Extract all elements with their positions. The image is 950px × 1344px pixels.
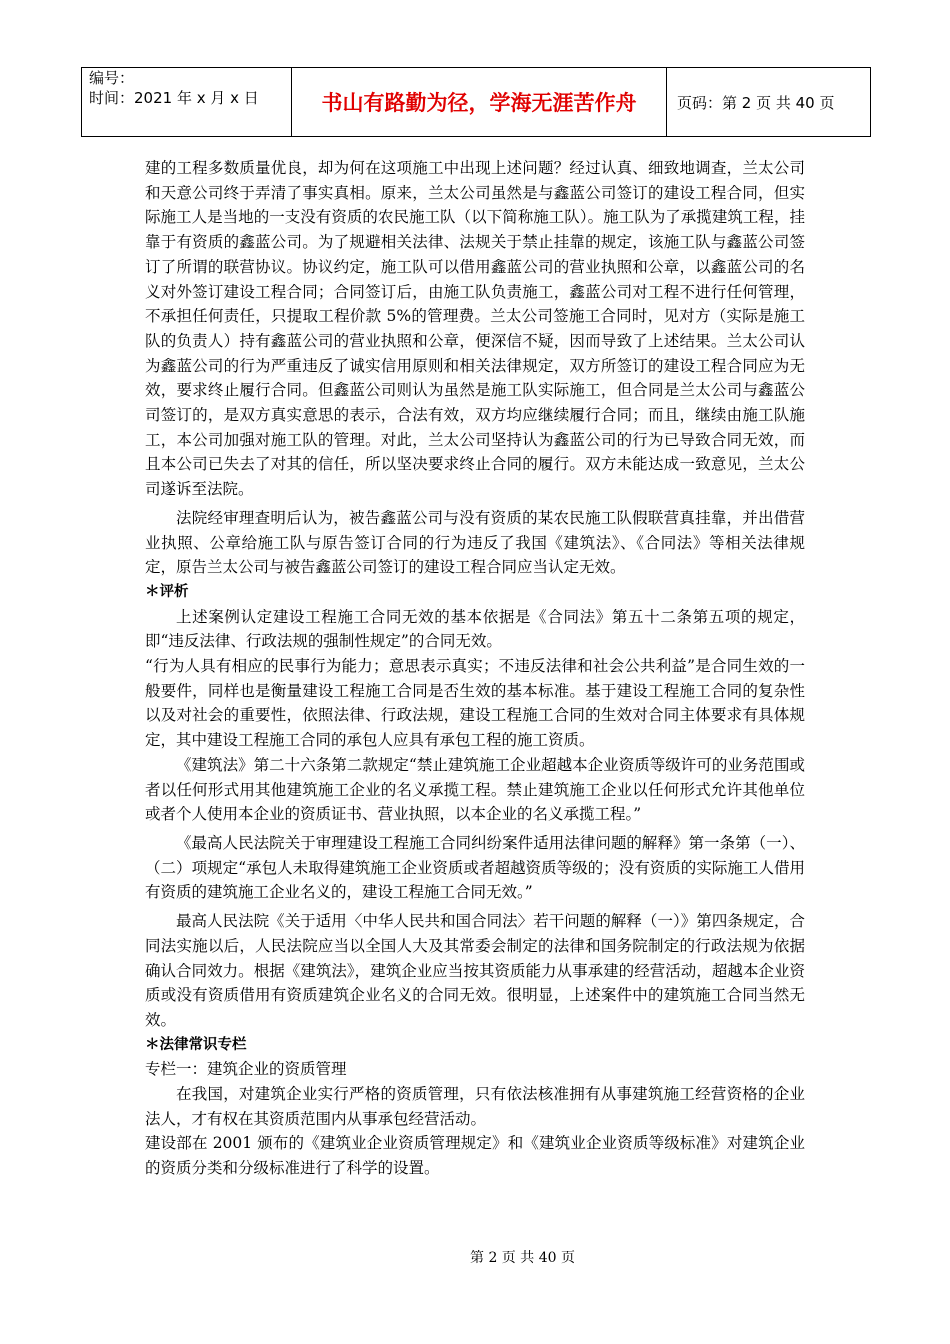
page-header	[81, 67, 871, 137]
section-heading-analysis: ＊评析	[145, 583, 189, 600]
body-paragraph: 法院经审理查明后认为，被告鑫蓝公司与没有资质的某农民施工队假联营真挂靠，并出借营业执照、公章给施工队与原告签订合同的行为违反了我国《建筑法》、《合同法》等相关法律规定，原告兰太公司与被告鑫蓝公司签订的建设工程合同应当认定无效。	[145, 508, 805, 577]
body-paragraph: 建的工程多数质量优良，却为何在这项施工中出现上述问题？经过认真、细致地调查，兰太公司和天意公司终于弄清了事实真相。原来，兰太公司虽然是与鑫蓝公司签订的建设工程合同，但实际施工人是当地的一支没有资质的农民施工队（以下简称施工队）。施工队为了承揽建筑工程，挂靠于有资质的鑫蓝公司。为了规避相关法律、法规关于禁止挂靠的规定，该施工队与鑫蓝公司签订了所谓的联营协议。协议约定，施工队可以借用鑫蓝公司的营业执照和公章，以鑫蓝公司的名义对外签订建设工程合同；合同签订后，由施工队负责施工，鑫蓝公司对工程不进行任何管理，不承担任何责任，只提取工程价款 5%的管理费。兰太公司签施工合同时，见对方（实际是施工队的负责人）持有鑫蓝公司的营业执照和公章，便深信不疑，因而导致了上述结果。兰太公司认为鑫蓝公司的行为严重违反了诚实信用原则和相关法律规定，双方所签订的建设工程合同应为无效，要求终止履行合同。但鑫蓝公司则认为虽然是施工队实际施工，但合同是兰太公司与鑫蓝公司签订的，是双方真实意思的表示，合法有效，双方均应继续履行合同；而且，继续由施工队施工，本公司加强对施工队的管理。对此，兰太公司坚持认为鑫蓝公司的行为已导致合同无效，而且本公司已失去了对其的信任，所以坚决要求终止合同的履行。双方未能达成一致意见，兰太公司遂诉至法院。	[145, 159, 805, 499]
body-paragraph: 建设部在 2001 颁布的《建筑业企业资质管理规定》和《建筑业企业资质等级标准》对建筑企业的资质分类和分级标准进行了科学的设置。	[145, 1134, 805, 1178]
document-body	[145, 156, 805, 1181]
header-meta	[82, 68, 292, 137]
body-paragraph: “行为人具有相应的民事行为能力；意思表示真实；不违反法律和社会公共利益”是合同生效的一般要件，同样也是衡量建设工程施工合同是否生效的基本标准。基于建设工程施工合同的复杂性以及对社会的重要性，依照法律、行政法规，建设工程施工合同的生效对合同主体要求有具体规定，其中建设工程施工合同的承包人应具有承包工程的施工资质。	[145, 657, 805, 750]
section-heading-legal-column: ＊法律常识专栏	[145, 1036, 247, 1053]
body-paragraph: 在我国，对建筑企业实行严格的资质管理，只有依法核准拥有从事建筑施工经营资格的企业法人，才有权在其资质范围内从事承包经营活动。	[145, 1085, 805, 1128]
column-subtitle: 专栏一：建筑企业的资质管理	[145, 1060, 347, 1079]
document-number-label: 编号：	[89, 69, 135, 87]
body-paragraph: 《建筑法》第二十六条第二款规定“禁止建筑施工企业超越本企业资质等级许可的业务范围或者以任何形式用其他建筑施工企业的名义承揽工程。禁止建筑施工企业以任何形式允许其他单位或者个人使用本企业的资质证书、营业执照，以本企业的名义承揽工程。”	[145, 755, 805, 824]
footer-page-number: 第 2 页 共 40 页	[470, 1250, 575, 1266]
body-paragraph: 上述案例认定建设工程施工合同无效的基本依据是《合同法》第五十二条第五项的规定，即“违反法律、行政法规的强制性规定”的合同无效。	[145, 607, 805, 651]
page-footer	[0, 1247, 950, 1267]
header-motto-cell	[292, 68, 667, 137]
header-page-info: 页码：第 2 页 共 40 页	[667, 68, 871, 137]
document-date: 时间：2021 年 x 月 x 日	[89, 89, 259, 107]
body-paragraph: 《最高人民法院关于审理建设工程施工合同纠纷案件适用法律问题的解释》第一条第（一）、（二）项规定“承包人未取得建筑施工企业资质或者超越资质等级的；没有资质的实际施工人借用有资质的建筑施工企业名义的，建设工程施工合同无效。”	[145, 833, 805, 902]
header-motto: 书山有路勤为径，学海无涯苦作舟	[321, 91, 637, 115]
body-paragraph: 最高人民法院《关于适用〈中华人民共和国合同法〉若干问题的解释（一）》第四条规定，合同法实施以后，人民法院应当以全国人大及其常委会制定的法律和国务院制定的行政法规为依据确认合同效力。根据《建筑法》，建筑企业应当按其资质能力从事承建的经营活动，超越本企业资质或没有资质借用有资质建筑企业名义的合同无效。很明显，上述案件中的建筑施工合同当然无效。	[145, 912, 805, 1029]
